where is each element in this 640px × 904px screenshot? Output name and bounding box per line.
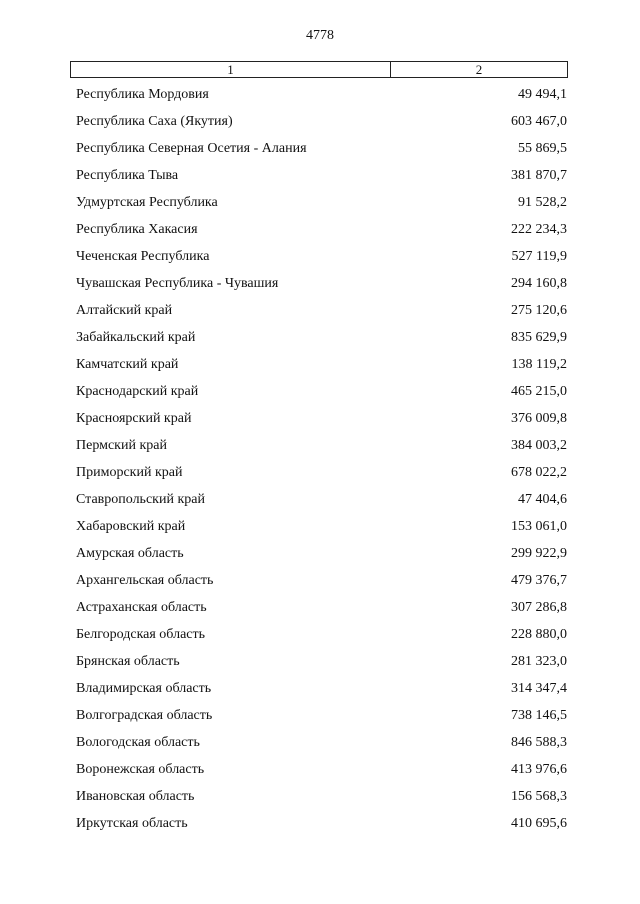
region-name: Краснодарский край bbox=[76, 384, 199, 399]
region-name: Камчатский край bbox=[76, 357, 179, 372]
region-name: Республика Саха (Якутия) bbox=[76, 114, 233, 129]
region-name: Архангельская область bbox=[76, 573, 214, 588]
region-value: 413 976,6 bbox=[511, 762, 567, 777]
region-value: 281 323,0 bbox=[511, 654, 567, 669]
region-name: Волгоградская область bbox=[76, 708, 213, 723]
region-name: Забайкальский край bbox=[76, 330, 196, 345]
table-header bbox=[70, 61, 568, 78]
region-name: Алтайский край bbox=[76, 303, 173, 318]
region-value: 55 869,5 bbox=[518, 141, 567, 156]
table-row bbox=[0, 353, 640, 380]
region-name: Чувашская Республика - Чувашия bbox=[76, 276, 279, 291]
region-value: 47 404,6 bbox=[518, 492, 567, 507]
region-value: 738 146,5 bbox=[511, 708, 567, 723]
region-value: 91 528,2 bbox=[518, 195, 567, 210]
region-value: 381 870,7 bbox=[511, 168, 567, 183]
region-value: 156 568,3 bbox=[511, 789, 567, 804]
table-row bbox=[0, 83, 640, 110]
region-value: 603 467,0 bbox=[511, 114, 567, 129]
region-name: Чеченская Республика bbox=[76, 249, 210, 264]
region-value: 153 061,0 bbox=[511, 519, 567, 534]
table-row bbox=[0, 434, 640, 461]
region-name: Вологодская область bbox=[76, 735, 200, 750]
region-value: 138 119,2 bbox=[511, 357, 567, 372]
table-row bbox=[0, 488, 640, 515]
region-name: Приморский край bbox=[76, 465, 183, 480]
table-row bbox=[0, 596, 640, 623]
region-name: Астраханская область bbox=[76, 600, 207, 615]
column-header-1: 1 bbox=[71, 62, 391, 77]
region-name: Белгородская область bbox=[76, 627, 206, 642]
region-name: Хабаровский край bbox=[76, 519, 186, 534]
table-row bbox=[0, 272, 640, 299]
table-row bbox=[0, 542, 640, 569]
table-row bbox=[0, 380, 640, 407]
table-row bbox=[0, 650, 640, 677]
region-value: 527 119,9 bbox=[511, 249, 567, 264]
table-row bbox=[0, 164, 640, 191]
table-body bbox=[0, 83, 640, 839]
table-row bbox=[0, 245, 640, 272]
region-value: 299 922,9 bbox=[511, 546, 567, 561]
table-row bbox=[0, 110, 640, 137]
region-value: 49 494,1 bbox=[518, 87, 567, 102]
region-name: Воронежская область bbox=[76, 762, 205, 777]
region-name: Пермский край bbox=[76, 438, 167, 453]
page-number: 4778 bbox=[306, 28, 334, 43]
region-value: 846 588,3 bbox=[511, 735, 567, 750]
region-name: Удмуртская Республика bbox=[76, 195, 218, 210]
region-name: Республика Северная Осетия - Алания bbox=[76, 141, 307, 156]
region-name: Красноярский край bbox=[76, 411, 192, 426]
table-row bbox=[0, 758, 640, 785]
table-row bbox=[0, 191, 640, 218]
table-row bbox=[0, 731, 640, 758]
region-name: Амурская область bbox=[76, 546, 184, 561]
table-row bbox=[0, 623, 640, 650]
region-value: 222 234,3 bbox=[511, 222, 567, 237]
table-row bbox=[0, 461, 640, 488]
region-value: 384 003,2 bbox=[511, 438, 567, 453]
table-row bbox=[0, 299, 640, 326]
table-row bbox=[0, 326, 640, 353]
region-name: Ставропольский край bbox=[76, 492, 205, 507]
region-name: Брянская область bbox=[76, 654, 180, 669]
table-row bbox=[0, 407, 640, 434]
region-value: 275 120,6 bbox=[511, 303, 567, 318]
table-row bbox=[0, 812, 640, 839]
region-value: 228 880,0 bbox=[511, 627, 567, 642]
column-header-2: 2 bbox=[475, 62, 483, 77]
region-value: 294 160,8 bbox=[511, 276, 567, 291]
region-value: 314 347,4 bbox=[511, 681, 567, 696]
table-row bbox=[0, 569, 640, 596]
region-value: 835 629,9 bbox=[511, 330, 567, 345]
region-name: Республика Тыва bbox=[76, 168, 179, 183]
region-value: 465 215,0 bbox=[511, 384, 567, 399]
region-value: 678 022,2 bbox=[511, 465, 567, 480]
region-name: Иркутская область bbox=[76, 816, 188, 831]
table-row bbox=[0, 785, 640, 812]
region-name: Ивановская область bbox=[76, 789, 195, 804]
region-name: Республика Хакасия bbox=[76, 222, 198, 237]
table-row bbox=[0, 704, 640, 731]
table-row bbox=[0, 137, 640, 164]
region-value: 479 376,7 bbox=[511, 573, 567, 588]
table-row bbox=[0, 218, 640, 245]
region-value: 376 009,8 bbox=[511, 411, 567, 426]
table-row bbox=[0, 677, 640, 704]
table-row bbox=[0, 515, 640, 542]
region-value: 410 695,6 bbox=[511, 816, 567, 831]
region-name: Республика Мордовия bbox=[76, 87, 209, 102]
region-name: Владимирская область bbox=[76, 681, 212, 696]
region-value: 307 286,8 bbox=[511, 600, 567, 615]
